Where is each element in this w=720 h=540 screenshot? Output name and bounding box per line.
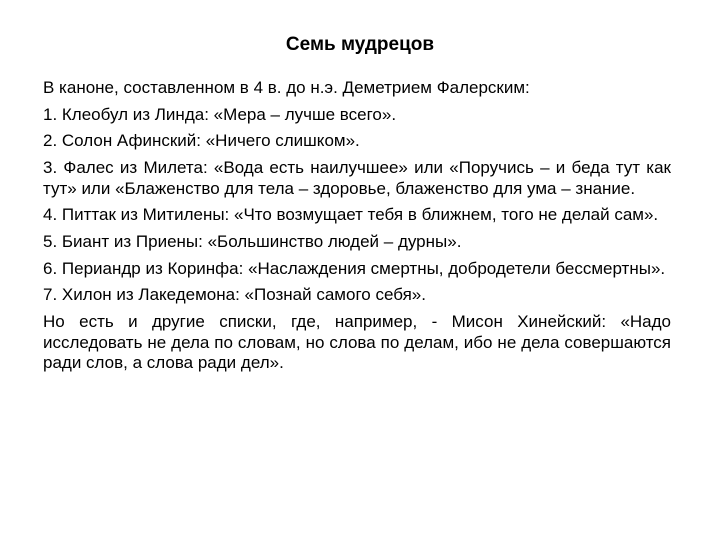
sage-item-5: 5. Биант из Приены: «Большинство людей – дурны». bbox=[43, 231, 462, 251]
sage-item-1: 1. Клеобул из Линда: «Мера – лучше всего». bbox=[43, 104, 397, 124]
slide-body bbox=[43, 78, 671, 380]
sage-item-3: 3. Фалес из Милета: «Вода есть наилучшее» или «Поручись – и беда тут как тут» или «Блаженство для тела – здоровье, блаженство для ума – знание. bbox=[43, 158, 671, 198]
sage-item-7: 7. Хилон из Лакедемона: «Познай самого себя». bbox=[43, 285, 426, 305]
slide-title: Семь мудрецов bbox=[285, 34, 435, 55]
closing-paragraph: Но есть и другие списки, где, например, - Мисон Хинейский: «Надо исследовать не дела по словам, но слова по делам, ибо не дела совершаются ради слов, а слова ради дел». bbox=[43, 312, 671, 372]
sage-item-4: 4. Питтак из Митилены: «Что возмущает тебя в ближнем, того не делай сам». bbox=[43, 205, 659, 225]
sage-item-2: 2. Солон Афинский: «Ничего слишком». bbox=[43, 131, 360, 151]
sage-item-6: 6. Периандр из Коринфа: «Наслаждения смертны, добродетели бессмертны». bbox=[43, 258, 666, 278]
intro-paragraph: В каноне, составленном в 4 в. до н.э. Деметрием Фалерским: bbox=[43, 78, 530, 97]
